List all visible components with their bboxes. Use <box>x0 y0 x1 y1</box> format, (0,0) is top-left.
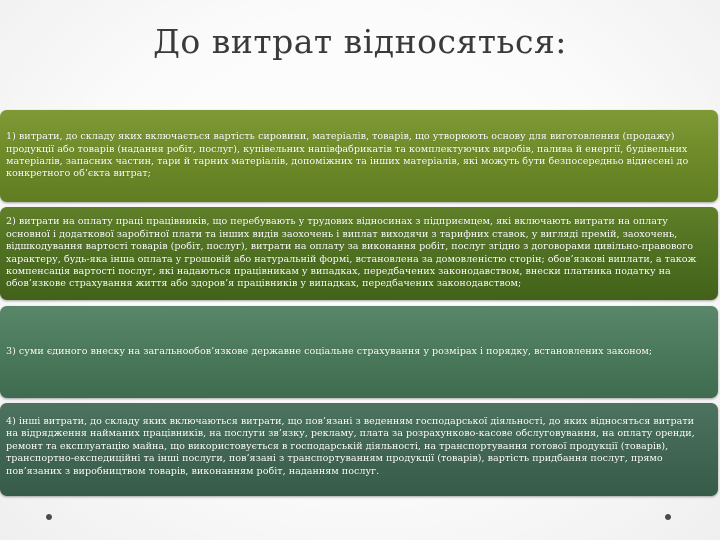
expense-item-3-text: 3) суми єдиного внеску на загальнообов’язкове державне соціальне страхування у розмірах і порядку, встановлених законом; <box>6 345 653 357</box>
expense-item-4-text: 4) інші витрати, до складу яких включаються витрати, що пов’язані з веденням господарської діяльності, до яких відносяться витрати на відрядження найманих працівників, на послуги зв’язку, рекламу, плата за розрахунково-касове обслуговування, на оплату оренди, ремонт та експлуатацію майна, що використовується в господарській діяльності, на транспортування готової продукції (товарів), транспортно-експедиційні та інші послуги, пов’язані з транспортуванням продукції (товарів), вартість придбання послуг, прямо пов’язаних з виробництвом товарів, виконанням робіт, наданням послуг. <box>6 416 695 477</box>
expense-item-2-text: 2) витрати на оплату праці працівників, що перебувають у трудових відносинах з підприємцем, які включають витрати на оплату основної і додаткової заробітної плати та інших видів заохочень і виплат виходячи з тарифних ставок, у вигляді премій, заохочень, відшкодування вартості товарів (робіт, послуг), витрати на оплату за виконання робіт, послуг згідно з договорами цивільно-правового характеру, будь-яка інша оплата у грошовій або натуральній формі, встановлена за домовленістю сторін; обов’язкові виплати, а також компенсація вартості послуг, які надаються працівникам у випадках, передбачених законодавством, внески платника податку на обов’язкове страхування життя або здоров’я працівників у випадках, передбачених законодавством; <box>6 216 697 290</box>
expense-item-3 <box>0 306 718 398</box>
expense-item-1-text: 1) витрати, до складу яких включається вартість сировини, матеріалів, товарів, що утворюють основу для виготовлення (продажу) продукції або товарів (надання робіт, послуг), купівельних напівфабрикатів та комплектуючих виробів, палива й енергії, будівельних матеріалів, запасних частин, тари й тарних матеріалів, допоміжних та інших матеріалів, які можуть бути безпосередньо віднесені до конкретного об’єкта витрат; <box>6 131 689 180</box>
expense-item-2 <box>0 207 718 300</box>
slide-title: До витрат відносяться: <box>153 22 567 61</box>
expense-item-4 <box>0 403 718 496</box>
expense-item-1 <box>0 110 718 202</box>
decorative-dot-left <box>46 514 52 520</box>
decorative-dot-right <box>665 514 671 520</box>
